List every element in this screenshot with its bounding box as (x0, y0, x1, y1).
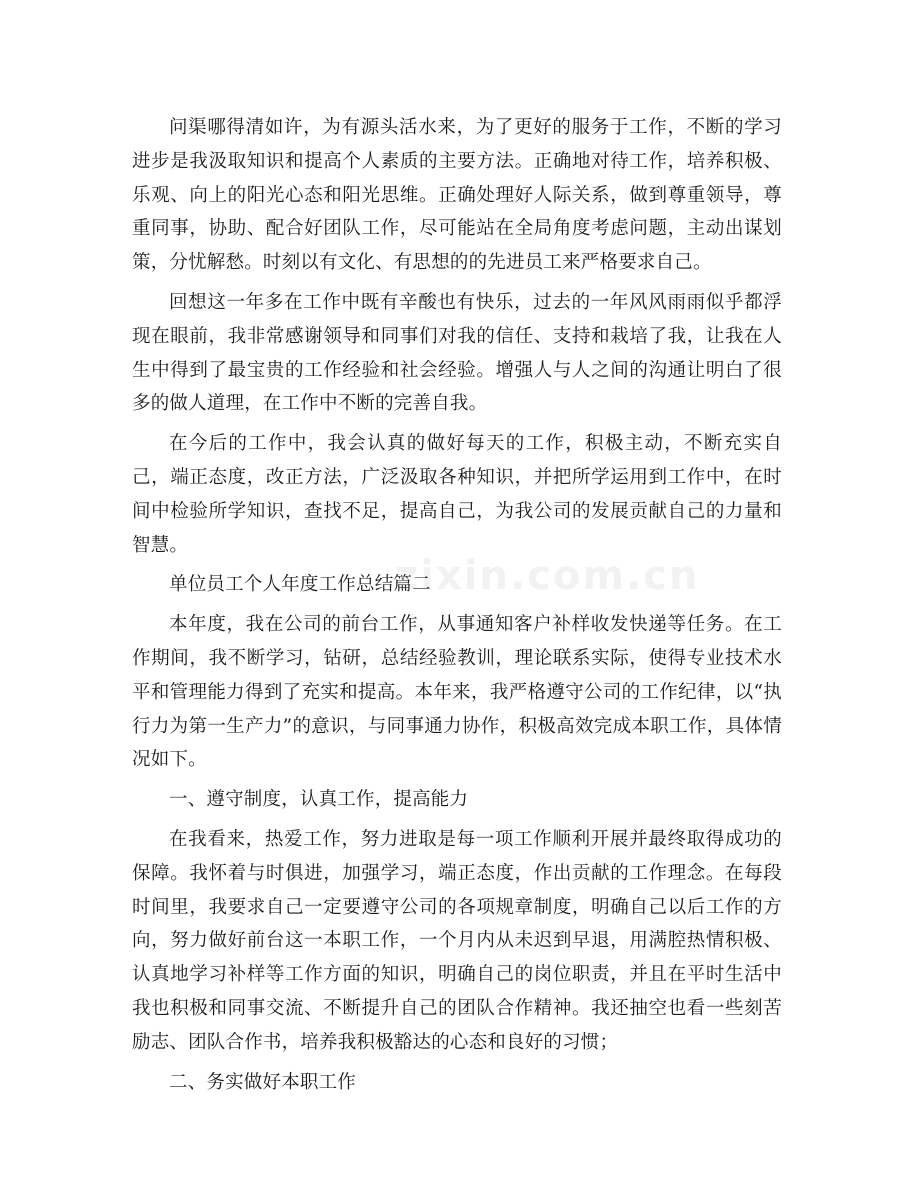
paragraph-future-plan: 在今后的工作中，我会认真的做好每天的工作，积极主动，不断充实自己，端正态度，改正方法，广泛汲取各种知识，并把所学运用到工作中，在时间中检验所学知识，查找不足，提高自己，为我公司的发展贡献自己的力量和智慧。 (132, 433, 782, 556)
paragraph-self-learning: 问渠哪得清如许，为有源头活水来，为了更好的服务于工作，不断的学习进步是我汲取知识和提高个人素质的主要方法。正确地对待工作，培养积极、乐观、向上的阳光心态和阳光思维。正确处理好人际关系，做到尊重领导，尊重同事，协助、配合好团队工作，尽可能站在全局角度考虑问题，主动出谋划策，分忧解愁。时刻以有文化、有思想的的先进员工来严格要求自己。 (132, 117, 782, 274)
section-title-part-two: 单位员工个人年度工作总结篇二 (169, 574, 431, 596)
paragraph-annual-overview: 本年度，我在公司的前台工作，从事通知客户补样收发快递等任务。在工作期间，我不断学习，钻研，总结经验教训，理论联系实际，使得专业技术水平和管理能力得到了充实和提高。本年来，我严格遵守公司的工作纪律，以“执行力为第一生产力”的意识，与同事通力协作，积极高效完成本职工作，具体情况如下。 (132, 614, 782, 771)
document-body (132, 111, 782, 1105)
paragraph-reflection: 回想这一年多在工作中既有辛酸也有快乐，过去的一年风风雨雨似乎都浮现在眼前，我非常感谢领导和同事们对我的信任、支持和栽培了我，让我在人生中得到了最宝贵的工作经验和社会经验。增强人与人之间的沟通让明白了很多的做人道理，在工作中不断的完善自我。 (132, 291, 782, 415)
subheading-two: 二、务实做好本职工作 (169, 1071, 357, 1093)
watermark-logo: zixin.com.cn (395, 553, 700, 599)
subheading-one: 一、遵守制度，认真工作，提高能力 (169, 789, 469, 811)
paragraph-work-attitude: 在我看来，热爱工作，努力进取是每一项工作顺利开展并最终取得成功的保障。我怀着与时俱进，加强学习，端正态度，作出贡献的工作理念。在每段时间里，我要求自己一定要遵守公司的各项规章制度，明确自己以后工作的方向，努力做好前台这一本职工作，一个月内从未迟到早退，用满腔热情积极、认真地学习补样等工作方面的知识，明确自己的岗位职责，并且在平时生活中我也积极和同事交流、不断提升自己的团队合作精神。我还抽空也看一些刻苦励志、团队合作书，培养我积极豁达的心态和良好的习惯； (132, 828, 782, 1053)
